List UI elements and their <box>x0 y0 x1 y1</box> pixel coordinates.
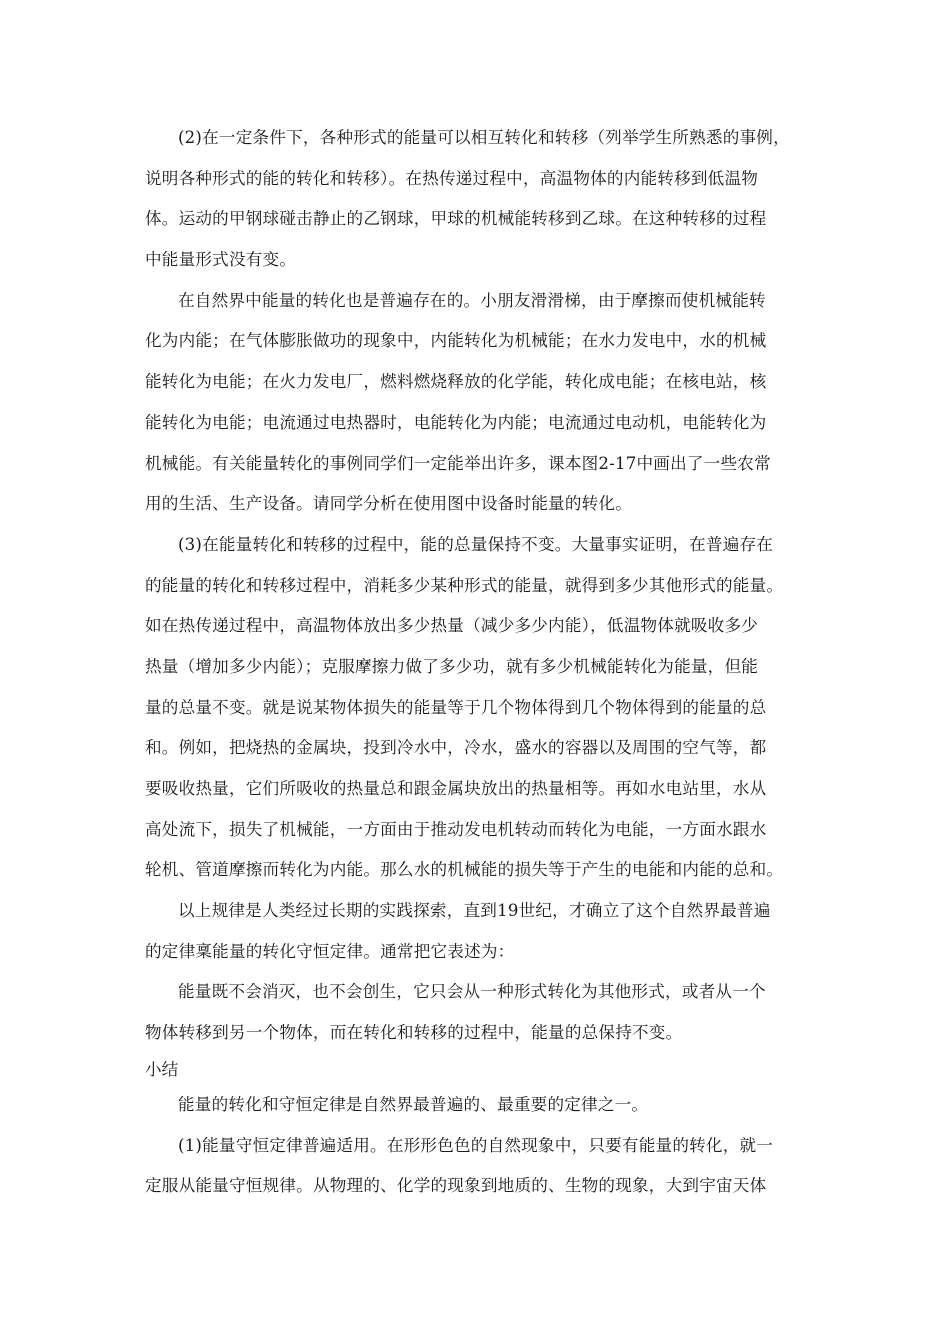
paragraph-line: (2)在一定条件下，各种形式的能量可以相互转化和转移（列举学生所熟悉的事例， <box>178 128 790 147</box>
paragraph-line: 高处流下，损失了机械能，一方面由于推动发电机转动而转化为电能，一方面水跟水 <box>145 819 767 839</box>
paragraph <box>145 891 785 972</box>
section-heading: 小结 <box>145 1059 179 1079</box>
paragraph <box>145 281 785 525</box>
paragraph-line: 机械能。有关能量转化的事例同学们一定能举出许多，课本图2-17中画出了一些农常 <box>145 453 771 473</box>
paragraph <box>145 525 785 891</box>
paragraph-line: 如在热传递过程中，高温物体放出多少热量（减少多少内能），低温物体就吸收多少 <box>145 616 759 636</box>
document-body <box>145 118 790 1207</box>
paragraph-line: (1)能量守恒定律普遍适用。在形形色色的自然现象中，只要有能量的转化，就一 <box>178 1135 774 1155</box>
paragraph-line: 的能量的转化和转移过程中，消耗多少某种形式的能量，就得到多少其他形式的能量。 <box>145 575 784 595</box>
paragraph-line: 在自然界中能量的转化也是普遍存在的。小朋友滑滑梯，由于摩擦而使机械能转 <box>178 290 766 310</box>
paragraph-line: 量的总量不变。就是说某物体损失的能量等于几个物体得到几个物体得到的能量的总 <box>145 697 767 717</box>
paragraph-line: 轮机、管道摩擦而转化为内能。那么水的机械能的损失等于产生的电能和内能的总和。 <box>145 860 784 880</box>
paragraph <box>145 118 790 281</box>
paragraph-line: 能转化为电能；在火力发电厂，燃料燃烧释放的化学能，转化成电能；在核电站，核 <box>145 372 767 392</box>
paragraph-line: 要吸收热量，它们所吸收的热量总和跟金属块放出的热量相等。再如水电站里，水从 <box>145 779 767 798</box>
paragraph-line: (3)在能量转化和转移的过程中，能的总量保持不变。大量事实证明，在普遍存在 <box>178 534 774 554</box>
paragraph-line: 化为内能；在气体膨胀做功的现象中，内能转化为机械能；在水力发电中，水的机械 <box>145 331 767 351</box>
paragraph-line: 能转化为电能；电流通过电热器时，电能转化为内能；电流通过电动机，电能转化为 <box>145 412 767 432</box>
paragraph-line: 用的生活、生产设备。请同学分析在使用图中设备时能量的转化。 <box>145 494 633 514</box>
paragraph-line: 定服从能量守恒规律。从物理的、化学的现象到地质的、生物的现象，大到宇宙天体 <box>145 1176 767 1196</box>
paragraph-line: 热量（增加多少内能）；克服摩擦力做了多少功，就有多少机械能转化为能量，但能 <box>145 656 759 676</box>
paragraph-line: 和。例如，把烧热的金属块，投到冷水中，冷水，盛水的容器以及周围的空气等，都 <box>145 738 767 758</box>
paragraph <box>145 972 785 1053</box>
paragraph-line: 体。运动的甲钢球碰击静止的乙钢球，甲球的机械能转移到乙球。在这种转移的过程 <box>145 209 767 229</box>
paragraph-line: 说明各种形式的能的转化和转移）。在热传递过程中，高温物体的内能转移到低温物 <box>145 168 759 188</box>
paragraph-line: 以上规律是人类经过长期的实践探索，直到19世纪，才确立了这个自然界最普遍 <box>178 901 771 921</box>
paragraph-line: 物体转移到另一个物体，而在转化和转移的过程中，能量的总保持不变。 <box>145 1023 683 1043</box>
paragraph-line: 能量既不会消灭，也不会创生，它只会从一种形式转化为其他形式，或者从一个 <box>178 982 766 1002</box>
paragraph-line: 的定律稟能量的转化守恒定律。通常把它表述为： <box>145 941 515 961</box>
paragraph <box>145 1085 785 1126</box>
paragraph-line: 能量的转化和守恒定律是自然界最普遍的、最重要的定律之一。 <box>178 1094 649 1114</box>
paragraph <box>145 1126 785 1207</box>
paragraph-line: 中能量形式没有变。 <box>145 250 297 270</box>
